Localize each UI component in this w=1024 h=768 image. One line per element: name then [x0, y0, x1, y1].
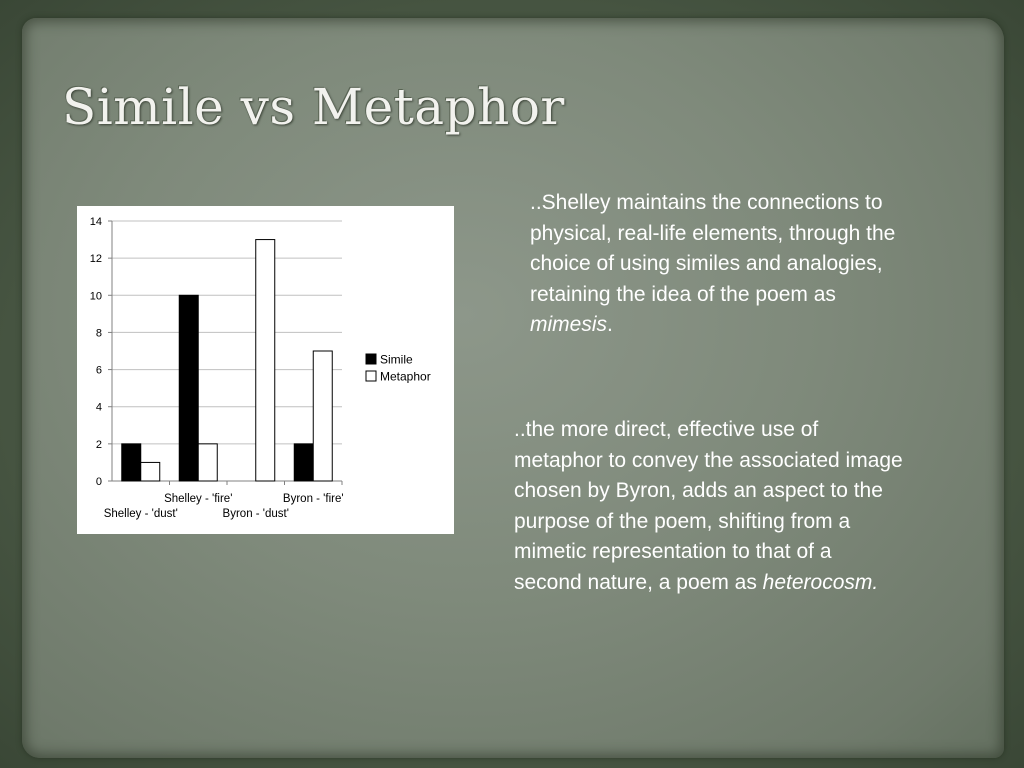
- y-tick-label: 12: [89, 253, 102, 266]
- paragraph-shelley-text: ..Shelley maintains the connections to physical, real-life elements, through the choice of using similes and analogies, retaining the idea of the poem as: [530, 191, 896, 306]
- bar-metaphor: [256, 240, 275, 481]
- paragraph-shelley: [530, 188, 910, 341]
- y-tick-label: 4: [95, 401, 102, 414]
- y-tick-label: 8: [95, 327, 102, 340]
- bar-metaphor: [313, 351, 332, 481]
- legend-swatch-metaphor: [366, 371, 376, 381]
- y-tick-label: 10: [89, 290, 102, 303]
- legend-label-metaphor: Metaphor: [380, 369, 431, 384]
- bar-chart: [77, 206, 454, 534]
- chart-panel: [77, 206, 454, 534]
- y-tick-label: 2: [95, 438, 102, 451]
- paragraph-byron-italic: heterocosm.: [762, 570, 879, 594]
- bar-metaphor: [141, 462, 160, 481]
- x-tick-label: Shelley - 'fire': [164, 493, 233, 505]
- x-tick-label: Byron - 'dust': [222, 508, 289, 520]
- x-tick-label: Shelley - 'dust': [103, 508, 178, 520]
- y-tick-label: 0: [95, 476, 102, 488]
- x-tick-label: Byron - 'fire': [282, 493, 344, 505]
- legend-swatch-simile: [366, 354, 376, 364]
- bar-simile: [179, 295, 198, 481]
- y-tick-label: 6: [95, 364, 102, 377]
- y-tick-label: 14: [89, 216, 102, 228]
- paragraph-shelley-italic: mimesis: [530, 313, 607, 336]
- paragraph-byron: [514, 415, 904, 598]
- paragraph-shelley-end: .: [607, 313, 613, 336]
- legend-label-simile: Simile: [380, 352, 413, 367]
- bar-metaphor: [198, 444, 217, 481]
- paragraph-byron-text: ..the more direct, effective use of metaphor to convey the associated image chosen by Byron, adds an aspect to the purpose of the poem, shifting from a mimetic representation to that of a second nature, a poem as: [514, 418, 903, 594]
- slide-title: Simile vs Metaphor: [62, 78, 565, 136]
- bar-simile: [122, 444, 141, 481]
- bar-simile: [294, 444, 313, 481]
